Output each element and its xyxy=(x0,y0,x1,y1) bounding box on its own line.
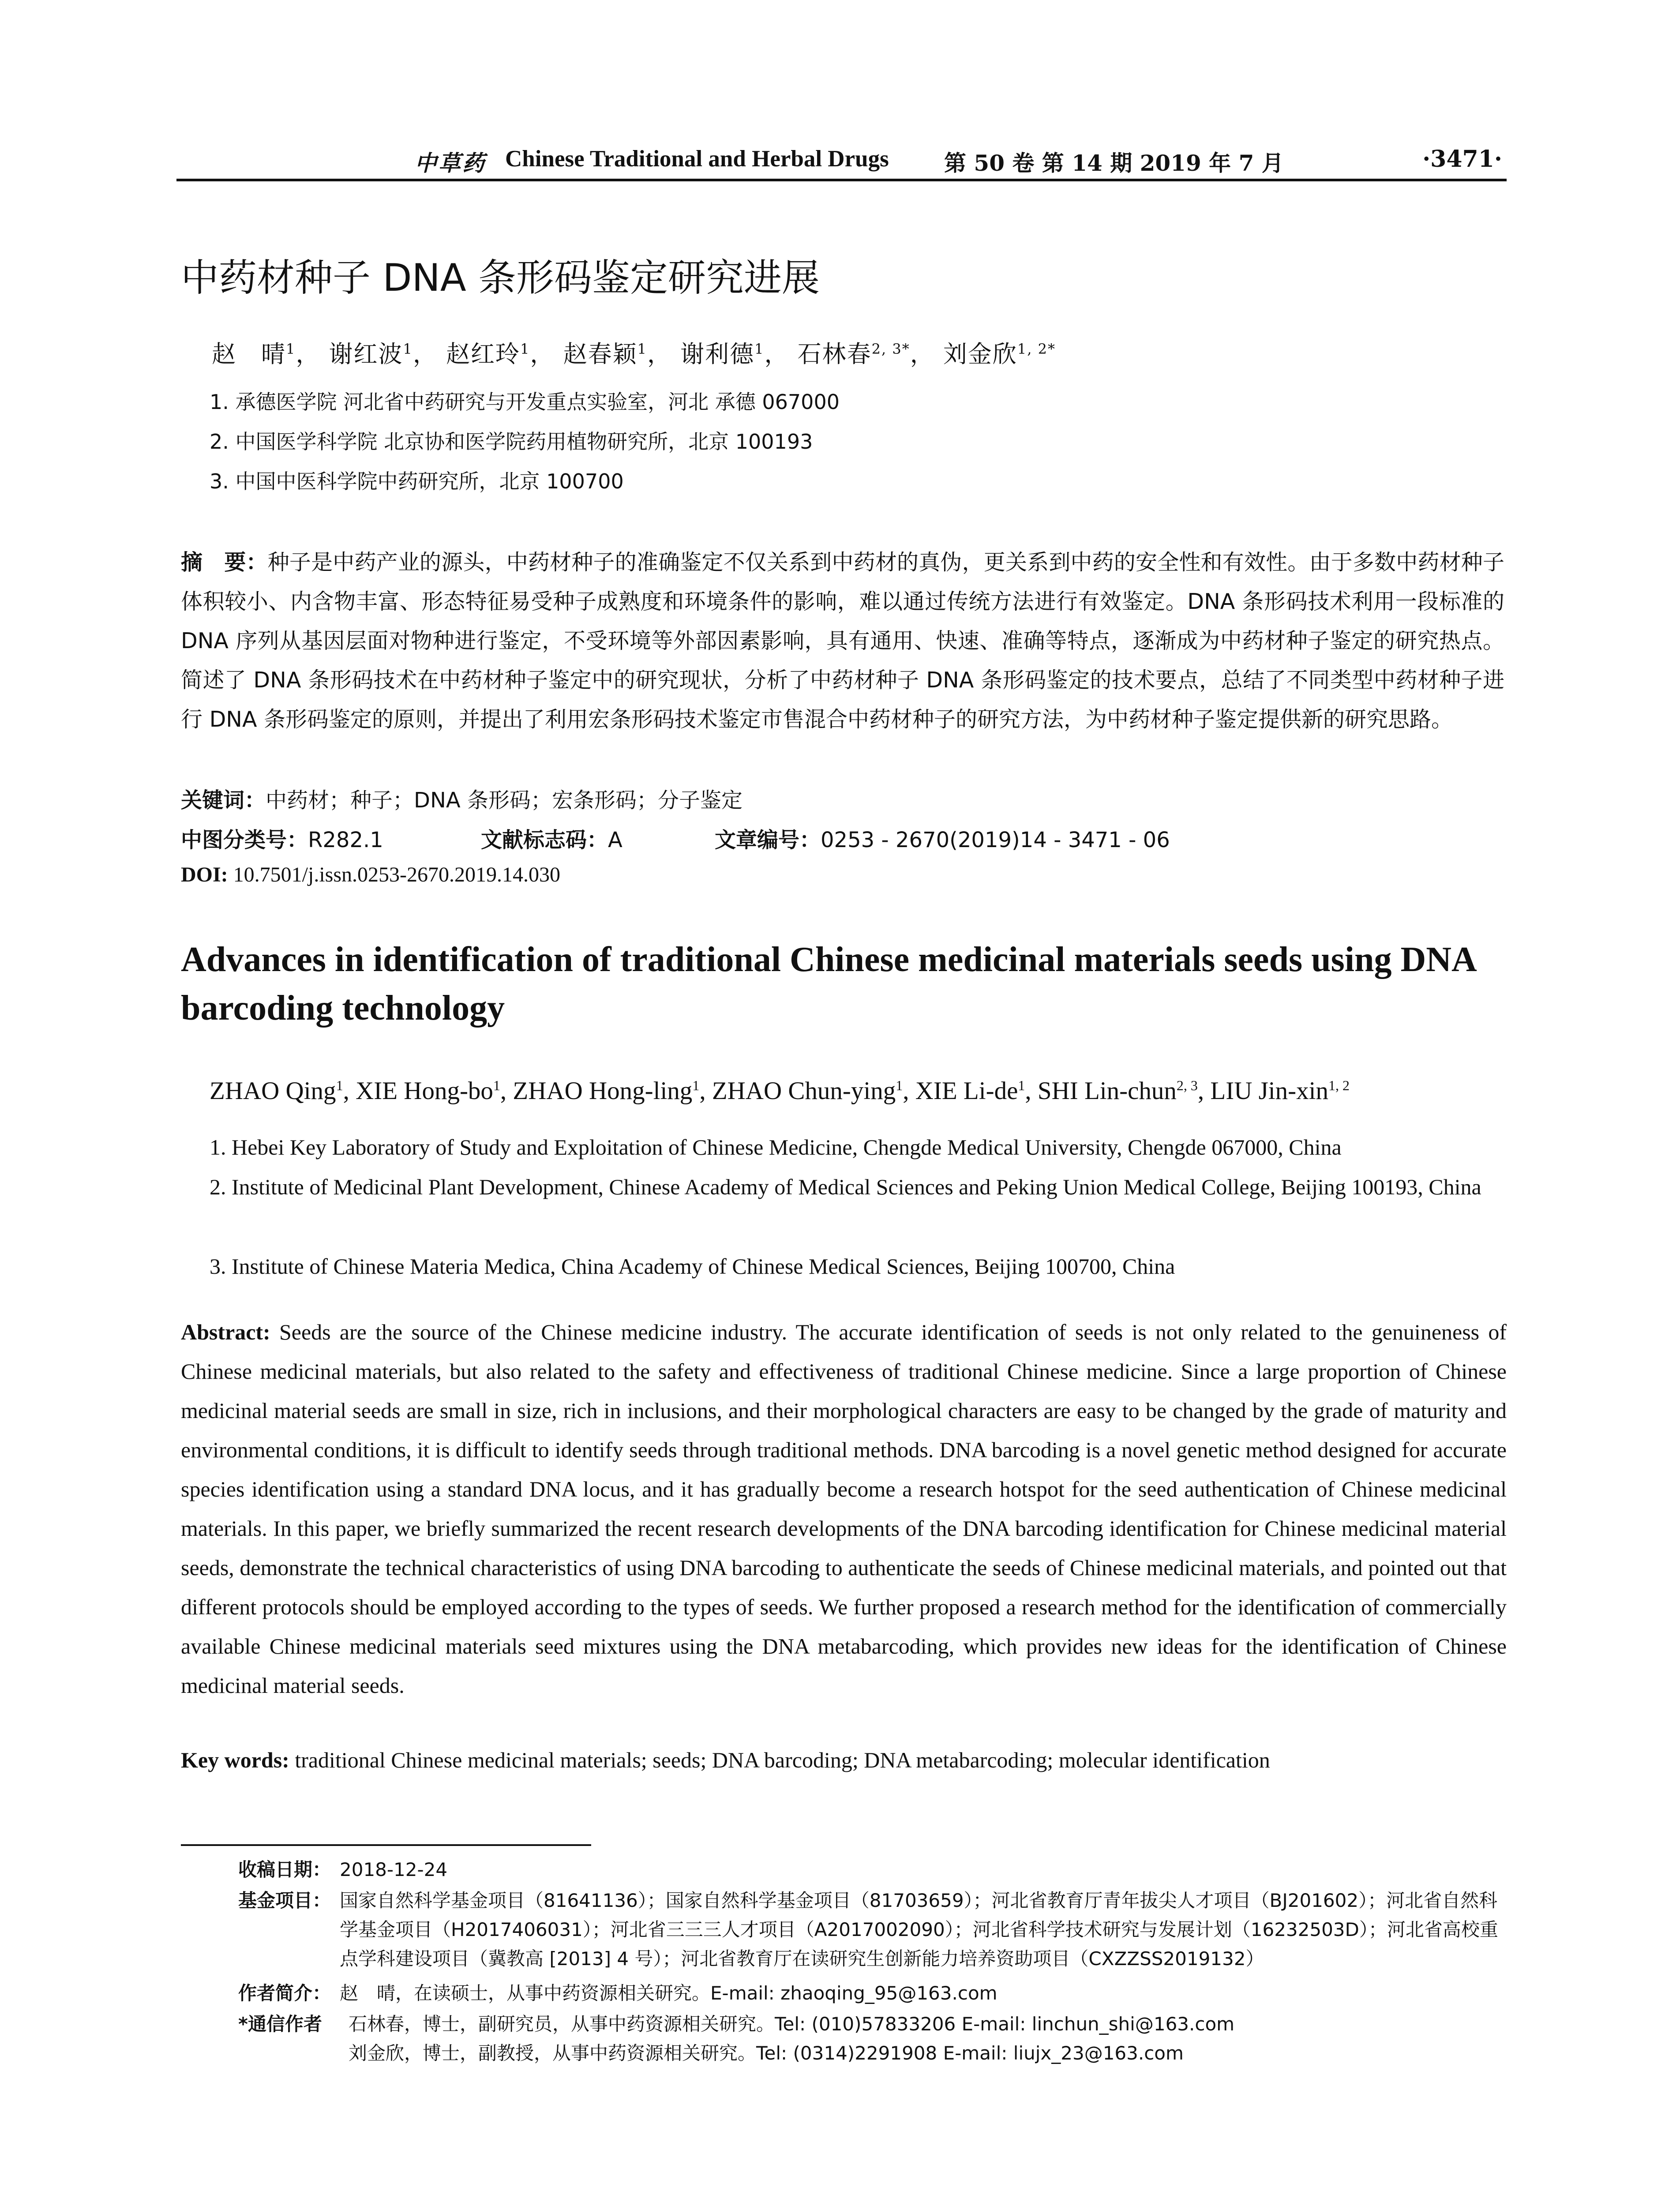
keywords-cn xyxy=(181,783,742,814)
author-en: XIE Hong-bo xyxy=(356,1077,493,1105)
author-cn: 刘金欣 xyxy=(943,340,1017,368)
author-sup: 1 xyxy=(896,1077,903,1093)
fund-text: 国家自然科学基金项目（81641136）；国家自然科学基金项目（81703659）；河北省教育厅青年拔尖人才项目（BJ201602）；河北省自然科学基金项目（H2017406031）；河北省三三三人才项目（A2017002090）；河北省科学技术研究与发展计划（16232503D）；河北省高校重点学科建设项目（冀教高 [2013] 4 号）；河北省教育厅在读研究生创新能力培养资助项目（CXZZSS2019132） xyxy=(340,1890,1498,1970)
affiliation-en: 1. Hebei Key Laboratory of Study and Exploitation of Chinese Medicine, Chengde Medical University, Chengde 067000, China xyxy=(210,1135,1342,1159)
clc-label: 中图分类号： xyxy=(181,828,308,852)
title-cn: 中药材种子 DNA 条形码鉴定研究进展 xyxy=(181,256,820,300)
author-cn: 石林春 xyxy=(797,340,872,368)
keywords-cn-text: 中药材；种子；DNA 条形码；宏条形码；分子鉴定 xyxy=(266,788,742,813)
footnote-author xyxy=(0,1979,1680,2010)
author-sup: 1 xyxy=(520,341,530,357)
title-en: Advances in identification of traditional Chinese medicinal materials seeds using DNA barcoding technology xyxy=(181,940,1475,1028)
doi-label: DOI: xyxy=(181,863,228,886)
abstract-en xyxy=(181,1313,1507,1705)
footnote-corresponding xyxy=(0,2010,1680,2071)
author-sup: 2, 3 xyxy=(1176,1077,1198,1093)
author-sup: 1 xyxy=(403,341,413,357)
author-cn: 赵 晴 xyxy=(212,340,286,368)
doi-line xyxy=(181,863,560,887)
author-cn: 赵红玲 xyxy=(446,340,521,368)
author-sup: 1 xyxy=(336,1077,343,1093)
corresponding-label: *通信作者 xyxy=(238,2013,322,2035)
keywords-en xyxy=(181,1747,1270,1773)
author-intro-text: 赵 晴，在读硕士，从事中药资源相关研究。E-mail: zhaoqing_95@163.com xyxy=(340,1982,998,2004)
received-value: 2018-12-24 xyxy=(340,1859,448,1880)
header-rule xyxy=(176,179,1507,181)
author-sup: 1 xyxy=(692,1077,700,1093)
doi-value: 10.7501/j.issn.0253-2670.2019.14.030 xyxy=(233,863,561,886)
affiliation-en: 3. Institute of Chinese Materia Medica, China Academy of Chinese Medical Sciences, Beijing 100700, China xyxy=(210,1254,1175,1279)
abstract-cn xyxy=(181,543,1504,739)
corresponding-line-2: 刘金欣，博士，副教授，从事中药资源相关研究。Tel: (0314)2291908 E-mail: liujx_23@163.com xyxy=(349,2042,1184,2064)
footnote-fund xyxy=(0,1886,1680,1979)
author-cn: 赵春颖 xyxy=(563,340,638,368)
footnote-received xyxy=(0,1855,1680,1886)
article-no-label: 文章编号： xyxy=(715,828,821,852)
author-sup: 2, 3* xyxy=(871,341,910,357)
author-en: ZHAO Chun-ying xyxy=(712,1077,896,1105)
abstract-cn-text: 种子是中药产业的源头，中药材种子的准确鉴定不仅关系到中药材的真伪，更关系到中药的安全性和有效性。由于多数中药材种子体积较小、内含物丰富、形态特征易受种子成熟度和环境条件的影响，难以通过传统方法进行有效鉴定。DNA 条形码技术利用一段标准的 DNA 序列从基因层面对物种进行鉴定，不受环境等外部因素影响，具有通用、快速、准确等特点，逐渐成为中药材种子鉴定的研究热点。简述了 DNA 条形码技术在中药材种子鉴定中的研究现状，分析了中药材种子 DNA 条形码鉴定的技术要点，总结了不同类型中药材种子进行 DNA 条形码鉴定的原则，并提出了利用宏条形码技术鉴定市售混合中药材种子的研究方法，为中药材种子鉴定提供新的研究思路。 xyxy=(181,550,1504,732)
clc-value: R282.1 xyxy=(308,828,383,852)
author-sup: 1 xyxy=(754,341,765,357)
classification-line xyxy=(181,823,1372,853)
journal-name-en: Chinese Traditional and Herbal Drugs xyxy=(505,146,889,172)
abstract-cn-label: 摘 要： xyxy=(181,550,268,575)
author-sup: 1, 2 xyxy=(1328,1077,1350,1093)
author-sup: 1 xyxy=(286,341,296,357)
footnote-rule xyxy=(181,1844,591,1846)
doc-code-value: A xyxy=(608,828,622,852)
author-en: ZHAO Hong-ling xyxy=(513,1077,693,1105)
author-sup: 1, 2* xyxy=(1017,341,1056,357)
author-en: SHI Lin-chun xyxy=(1037,1077,1177,1105)
journal-name-cn: 中草药 xyxy=(415,150,486,176)
article-no-value: 0253 - 2670(2019)14 - 3471 - 06 xyxy=(821,828,1170,852)
author-intro-label: 作者简介： xyxy=(238,1982,331,2004)
running-header xyxy=(176,132,1507,181)
author-cn: 谢利德 xyxy=(680,340,755,368)
keywords-en-text: traditional Chinese medicinal materials; seeds; DNA barcoding; DNA metabarcoding; molecular identification xyxy=(295,1748,1270,1772)
keywords-en-label: Key words: xyxy=(181,1748,289,1772)
issue-info: 第 50 卷 第 14 期 2019 年 7 月 xyxy=(944,150,1284,176)
affiliation-en: 2. Institute of Medicinal Plant Development, Chinese Academy of Medical Sciences and Peking Union Medical College, Beijing 100193, China xyxy=(210,1174,1481,1199)
affiliation-cn: 1. 承德医学院 河北省中药研究与开发重点实验室，河北 承德 067000 xyxy=(210,390,840,414)
authors-cn: 赵 晴$^1$， 谢红波$^1$， 赵红玲$^1$， 赵春颖$^1$， 谢利德$^1$， 石林春$^{2, 3*}$， 刘金欣$^{1, 2*}$ xyxy=(212,340,1056,368)
received-label: 收稿日期： xyxy=(238,1859,331,1880)
affiliation-cn: 2. 中国医学科学院 北京协和医学院药用植物研究所，北京 100193 xyxy=(210,430,813,454)
corresponding-line-1: 石林春，博士，副研究员，从事中药资源相关研究。Tel: (010)57833206 E-mail: linchun_shi@163.com xyxy=(349,2013,1235,2035)
author-sup: 1 xyxy=(637,341,647,357)
author-sup: 1 xyxy=(493,1077,500,1093)
page-number: ·3471· xyxy=(1422,146,1502,173)
keywords-cn-label: 关键词： xyxy=(181,788,266,813)
fund-label: 基金项目： xyxy=(238,1890,331,1911)
author-sup: 1 xyxy=(1018,1077,1025,1093)
abstract-en-label: Abstract: xyxy=(181,1320,270,1344)
authors-en: ZHAO Qing$^1$, XIE Hong-$bo^1$, ZHAO Hong-ling$^1$, ZHAO Chun-ying$^1$, XIE $Li-de^1$, SHI Lin-chun$^{2, 3}$, LIU Jin-xin$^{1, 2}$ xyxy=(210,1077,1350,1105)
abstract-en-text: Seeds are the source of the Chinese medicine industry. The accurate identification of seeds is not only related to the genuineness of Chinese medicinal materials, but also related to the safety and effectiveness of traditional Chinese medicine. Since a large proportion of Chinese medicinal material seeds are small in size, rich in inclusions, and their morphological characters are easy to be changed by the grade of maturity and environmental conditions, it is difficult to identify seeds through traditional methods. DNA barcoding is a novel genetic method designed for accurate species identification using a standard DNA locus, and it has gradually become a research hotspot for the seed authentication of Chinese medicinal materials. In this paper, we briefly summarized the recent research developments of the DNA barcoding identification for Chinese medicinal material seeds, demonstrate the technical characteristics of using DNA barcoding to authenticate the seeds of Chinese medicinal materials, and pointed out that different protocols should be employed according to the types of seeds. We further proposed a research method for the identification of commercially available Chinese medicinal materials seed mixtures using the DNA metabarcoding, which provides new ideas for the identification of Chinese medicinal material seeds. xyxy=(181,1320,1507,1698)
affiliation-cn: 3. 中国中医科学院中药研究所，北京 100700 xyxy=(210,469,624,493)
author-en: ZHAO Qing xyxy=(210,1077,336,1105)
author-en: XIE Li-de xyxy=(915,1077,1018,1105)
author-cn: 谢红波 xyxy=(329,340,403,368)
author-en: LIU Jin-xin xyxy=(1210,1077,1328,1105)
doc-code-label: 文献标志码： xyxy=(481,828,608,852)
